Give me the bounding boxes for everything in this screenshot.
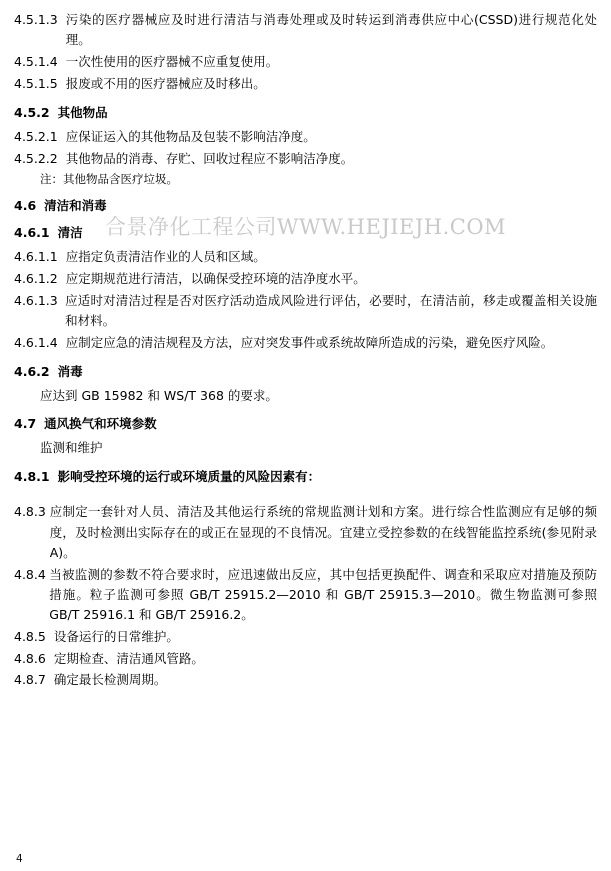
clause-text: 确定最长检测周期。 (53, 672, 167, 688)
heading-4-6-2 (14, 362, 597, 382)
heading-4-6-1 (14, 223, 597, 243)
heading-4-5-2 (14, 103, 597, 123)
clause-number: 4.5.2.1 (14, 128, 58, 144)
heading-number: 4.5.2 (14, 104, 50, 120)
paragraph-disinfection-requirement: 应达到 GB 15982 和 WS/T 368 的要求。 (40, 387, 278, 403)
clause-text: 一次性使用的医疗器械不应重复使用。 (65, 54, 279, 69)
heading-number: 4.6.1 (14, 225, 50, 241)
heading-text: 清洁 (57, 225, 83, 241)
clause-number: 4.8.6 (14, 650, 46, 666)
clause-text: 污染的医疗器械应及时进行清洁与消毒处理或及时转运到消毒供应中心(CSSD)进行规范化处理。 (65, 12, 597, 48)
clause-number: 4.5.1.5 (14, 75, 58, 91)
clause-number: 4.8.7 (14, 672, 46, 688)
clause-number: 4.6.1.3 (14, 292, 58, 308)
clause-number: 4.5.1.4 (14, 54, 58, 69)
clause-text: 应适时对清洁过程是否对医疗活动造成风险进行评估，必要时，在清洁前，移走或覆盖相关设施和材料。 (65, 292, 597, 329)
clause-text: 应制定应急的清洁规程及方法，应对突发事件或系统故障所造成的污染，避免医疗风险。 (65, 334, 554, 350)
clause-text: 应指定负责清洁作业的人员和区域。 (65, 249, 266, 265)
heading-number: 4.6 (14, 197, 37, 213)
clause-number: 4.5.1.3 (14, 12, 58, 27)
heading-4-8 (14, 467, 597, 487)
note-other-items: 注：其他物品含医疗垃圾。 (40, 172, 178, 187)
watermark: 合景净化工程公司WWW.HEJIEJH.COM (104, 215, 507, 239)
clause-4-5-2-2 (14, 149, 597, 169)
clause-number: 4.6.1.1 (14, 249, 58, 265)
clause-4-5-1-3 (14, 10, 597, 51)
clause-4-8-4 (14, 627, 597, 647)
heading-text: 通风换气和环境参数 (44, 416, 157, 432)
clause-4-6-1-2 (14, 269, 597, 289)
clause-4-5-1-4 (14, 52, 597, 72)
clause-4-8-2 (14, 502, 597, 563)
clause-text: 其他物品的消毒、存贮、回收过程应不影响洁净度。 (65, 150, 354, 166)
clause-number: 4.8.3 (14, 504, 46, 520)
clause-number: 4.6.1.2 (14, 271, 58, 287)
heading-number: 4.8.1 (14, 468, 50, 484)
clause-text: 当被监测的参数不符合要求时，应迅速做出反应，其中包括更换配件、调查和采取应对措施及预防措施。粒子监测可参照 GB/T 25915.2—2010 和 GB/T 25915.3—2010。微生物监测可参照 GB/T 25916.1 和 GB/T 25916.2。 (49, 566, 597, 623)
lettered-list (14, 492, 597, 497)
heading-4-7 (14, 414, 597, 434)
clause-4-6-1-3 (14, 291, 597, 332)
page-number: 4 (16, 853, 23, 865)
clause-4-8-6 (14, 670, 597, 690)
heading-number: 4.7 (14, 416, 37, 432)
heading-4-6 (14, 196, 597, 216)
clause-number: 4.8.5 (14, 628, 46, 644)
clause-text: 设备运行的日常维护。 (53, 628, 179, 644)
clause-text: 应保证运入的其他物品及包装不影响洁净度。 (65, 128, 316, 144)
clause-text: 定期检查、清洁通风管路。 (53, 650, 204, 666)
heading-number: 4.6.2 (14, 363, 50, 379)
clause-number: 4.6.1.4 (14, 334, 58, 350)
heading-text: 清洁和消毒 (44, 197, 107, 213)
clause-4-8-3 (14, 565, 597, 626)
document-body (14, 10, 597, 692)
heading-text: 消毒 (57, 363, 83, 379)
heading-text: 其他物品 (57, 104, 108, 120)
heading-text: 影响受控环境的运行或环境质量的风险因素有： (57, 468, 321, 484)
clause-4-6-1-4 (14, 333, 597, 353)
clause-text: 应定期规范进行清洁，以确保受控环境的洁净度水平。 (65, 271, 366, 287)
clause-4-5-2-1 (14, 127, 597, 147)
clause-4-6-1-1 (14, 247, 597, 267)
clause-text: 应制定一套针对人员、清洁及其他运行系统的常规监测计划和方案。进行综合性监测应有足够的频度，及时检测出实际存在的或正在显现的不良情况。宜建立受控参数的在线智能监控系统(参见附录 A)。 (49, 504, 597, 560)
clause-number: 4.8.4 (14, 566, 46, 582)
clause-4-5-1-5 (14, 74, 597, 94)
clause-number: 4.5.2.2 (14, 150, 58, 166)
clause-4-8-5 (14, 649, 597, 669)
clause-text: 报废或不用的医疗器械应及时移出。 (65, 75, 266, 91)
paragraph-ventilation-requirement: 监测和维护 (40, 440, 103, 456)
